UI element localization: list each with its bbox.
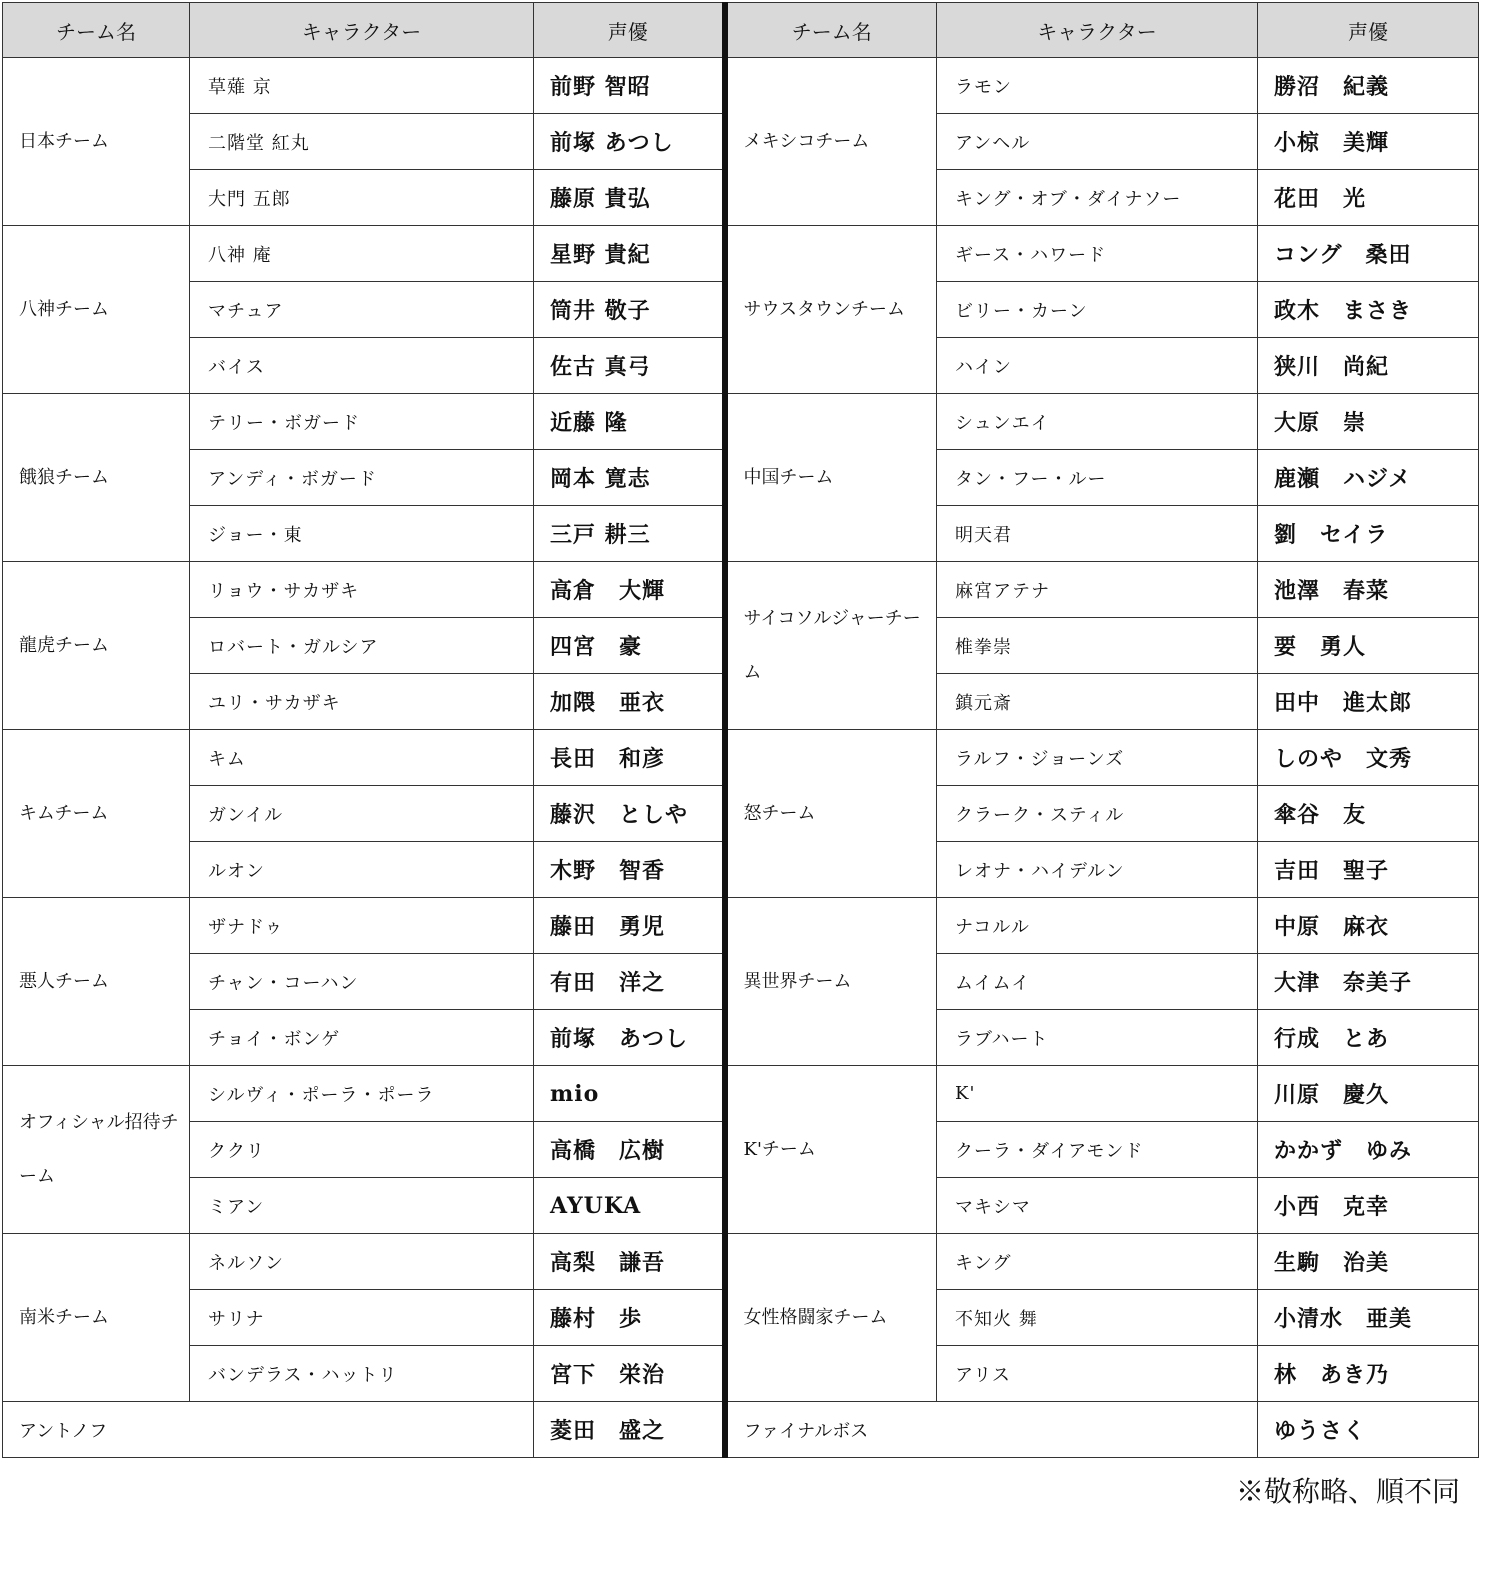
team-name-left: 餓狼チーム: [3, 394, 190, 562]
character-left: 二階堂 紅丸: [190, 114, 534, 170]
character-single-right: ファイナルボス: [725, 1402, 1258, 1458]
character-right: キング・オブ・ダイナソー: [937, 170, 1258, 226]
voice-actor-right: 勝沼 紀義: [1258, 58, 1479, 114]
voice-actor-right: 花田 光: [1258, 170, 1479, 226]
voice-actor-right: 大津 奈美子: [1258, 954, 1479, 1010]
voice-actor-right: 鹿瀬 ハジメ: [1258, 450, 1479, 506]
voice-actor-right: 川原 慶久: [1258, 1066, 1479, 1122]
character-right: ムイムイ: [937, 954, 1258, 1010]
character-right: 椎拳崇: [937, 618, 1258, 674]
team-name-right: サウスタウンチーム: [725, 226, 937, 394]
voice-actor-right: 劉 セイラ: [1258, 506, 1479, 562]
voice-actor-left: 木野 智香: [534, 842, 725, 898]
character-single-left: アントノフ: [3, 1402, 534, 1458]
voice-actor-right: 吉田 聖子: [1258, 842, 1479, 898]
voice-actor-right: しのや 文秀: [1258, 730, 1479, 786]
team-name-right: メキシコチーム: [725, 58, 937, 226]
character-right: ナコルル: [937, 898, 1258, 954]
voice-actor-right: 政木 まさき: [1258, 282, 1479, 338]
character-right: 鎮元斎: [937, 674, 1258, 730]
voice-actor-left: 長田 和彦: [534, 730, 725, 786]
voice-actor-left: 佐古 真弓: [534, 338, 725, 394]
voice-actor-left: AYUKA: [534, 1178, 725, 1234]
team-name-right: 中国チーム: [725, 394, 937, 562]
team-name-left: 日本チーム: [3, 58, 190, 226]
voice-actor-left: 藤沢 としや: [534, 786, 725, 842]
cast-table: [2, 2, 1479, 1458]
character-left: ザナドゥ: [190, 898, 534, 954]
header-character-left: キャラクター: [190, 3, 534, 58]
voice-actor-left: 高倉 大輝: [534, 562, 725, 618]
table-row: [3, 394, 1479, 450]
header-team-right: チーム名: [725, 3, 937, 58]
character-left: ロバート・ガルシア: [190, 618, 534, 674]
table-row: [3, 898, 1479, 954]
voice-actor-left: 近藤 隆: [534, 394, 725, 450]
voice-actor-right: 行成 とあ: [1258, 1010, 1479, 1066]
header-team-left: チーム名: [3, 3, 190, 58]
character-left: チャン・コーハン: [190, 954, 534, 1010]
voice-actor-left: 星野 貴紀: [534, 226, 725, 282]
voice-actor-left: 四宮 豪: [534, 618, 725, 674]
character-right: ギース・ハワード: [937, 226, 1258, 282]
character-left: ガンイル: [190, 786, 534, 842]
header-cv-right: 声優: [1258, 3, 1479, 58]
character-right: ラルフ・ジョーンズ: [937, 730, 1258, 786]
character-left: チョイ・ボンゲ: [190, 1010, 534, 1066]
voice-actor-right: 小椋 美輝: [1258, 114, 1479, 170]
character-right: タン・フー・ルー: [937, 450, 1258, 506]
character-right: ビリー・カーン: [937, 282, 1258, 338]
character-left: マチュア: [190, 282, 534, 338]
voice-actor-left: 高橋 広樹: [534, 1122, 725, 1178]
voice-actor-left: 三戸 耕三: [534, 506, 725, 562]
character-right: 麻宮アテナ: [937, 562, 1258, 618]
voice-actor-right: 林 あき乃: [1258, 1346, 1479, 1402]
character-left: ルオン: [190, 842, 534, 898]
character-right: キング: [937, 1234, 1258, 1290]
voice-actor-left: 宮下 栄治: [534, 1346, 725, 1402]
character-left: サリナ: [190, 1290, 534, 1346]
voice-actor-right: 要 勇人: [1258, 618, 1479, 674]
team-name-left: 悪人チーム: [3, 898, 190, 1066]
character-right: アンヘル: [937, 114, 1258, 170]
character-left: ユリ・サカザキ: [190, 674, 534, 730]
character-right: K': [937, 1066, 1258, 1122]
voice-actor-right: 大原 崇: [1258, 394, 1479, 450]
voice-actor-left: mio: [534, 1066, 725, 1122]
header-row: [3, 3, 1479, 58]
voice-actor-left: 前塚 あつし: [534, 1010, 725, 1066]
character-left: シルヴィ・ポーラ・ポーラ: [190, 1066, 534, 1122]
footnote: ※敬称略、順不同: [1235, 1475, 1460, 1508]
voice-actor-left: 岡本 寛志: [534, 450, 725, 506]
voice-actor-left: 有田 洋之: [534, 954, 725, 1010]
character-left: ネルソン: [190, 1234, 534, 1290]
table-row: [3, 58, 1479, 114]
team-name-left: 八神チーム: [3, 226, 190, 394]
character-right: マキシマ: [937, 1178, 1258, 1234]
character-right: 明天君: [937, 506, 1258, 562]
character-right: アリス: [937, 1346, 1258, 1402]
team-name-left: オフィシャル招待チーム: [3, 1066, 190, 1234]
table-row: [3, 226, 1479, 282]
character-left: 草薙 京: [190, 58, 534, 114]
voice-actor-right: 小西 克幸: [1258, 1178, 1479, 1234]
character-left: ジョー・東: [190, 506, 534, 562]
team-name-left: キムチーム: [3, 730, 190, 898]
voice-actor-left: 藤田 勇児: [534, 898, 725, 954]
voice-actor-left: 藤村 歩: [534, 1290, 725, 1346]
header-character-right: キャラクター: [937, 3, 1258, 58]
character-left: バイス: [190, 338, 534, 394]
table-row: [3, 562, 1479, 618]
voice-actor-left: 藤原 貴弘: [534, 170, 725, 226]
voice-actor-right: 田中 進太郎: [1258, 674, 1479, 730]
table-row: [3, 1234, 1479, 1290]
table-row: [3, 1066, 1479, 1122]
voice-actor-right: 生駒 治美: [1258, 1234, 1479, 1290]
team-name-right: 異世界チーム: [725, 898, 937, 1066]
voice-actor-single-right: ゆうさく: [1258, 1402, 1479, 1458]
voice-actor-right: 池澤 春菜: [1258, 562, 1479, 618]
table-row: [3, 730, 1479, 786]
voice-actor-left: 前塚 あつし: [534, 114, 725, 170]
character-left: 八神 庵: [190, 226, 534, 282]
character-right: 不知火 舞: [937, 1290, 1258, 1346]
character-right: シュンエイ: [937, 394, 1258, 450]
character-right: クラーク・スティル: [937, 786, 1258, 842]
voice-actor-left: 加隈 亜衣: [534, 674, 725, 730]
team-name-right: 怒チーム: [725, 730, 937, 898]
character-right: レオナ・ハイデルン: [937, 842, 1258, 898]
table-row-single: [3, 1402, 1479, 1458]
character-right: ハイン: [937, 338, 1258, 394]
voice-actor-left: 高梨 謙吾: [534, 1234, 725, 1290]
team-name-left: 龍虎チーム: [3, 562, 190, 730]
character-right: クーラ・ダイアモンド: [937, 1122, 1258, 1178]
character-left: ククリ: [190, 1122, 534, 1178]
voice-actor-right: 狭川 尚紀: [1258, 338, 1479, 394]
voice-actor-right: 小清水 亜美: [1258, 1290, 1479, 1346]
team-name-left: 南米チーム: [3, 1234, 190, 1402]
voice-actor-right: コング 桑田: [1258, 226, 1479, 282]
header-cv-left: 声優: [534, 3, 725, 58]
team-name-right: 女性格闘家チーム: [725, 1234, 937, 1402]
voice-actor-left: 筒井 敬子: [534, 282, 725, 338]
voice-actor-left: 前野 智昭: [534, 58, 725, 114]
character-left: アンディ・ボガード: [190, 450, 534, 506]
team-name-right: サイコソルジャーチーム: [725, 562, 937, 730]
voice-actor-right: かかず ゆみ: [1258, 1122, 1479, 1178]
character-left: 大門 五郎: [190, 170, 534, 226]
character-left: テリー・ボガード: [190, 394, 534, 450]
voice-actor-right: 中原 麻衣: [1258, 898, 1479, 954]
character-right: ラブハート: [937, 1010, 1258, 1066]
team-name-right: K'チーム: [725, 1066, 937, 1234]
voice-actor-right: 傘谷 友: [1258, 786, 1479, 842]
character-left: ミアン: [190, 1178, 534, 1234]
voice-actor-single-left: 菱田 盛之: [534, 1402, 725, 1458]
character-left: バンデラス・ハットリ: [190, 1346, 534, 1402]
cast-body: [3, 58, 1479, 1458]
character-left: キム: [190, 730, 534, 786]
character-left: リョウ・サカザキ: [190, 562, 534, 618]
character-right: ラモン: [937, 58, 1258, 114]
